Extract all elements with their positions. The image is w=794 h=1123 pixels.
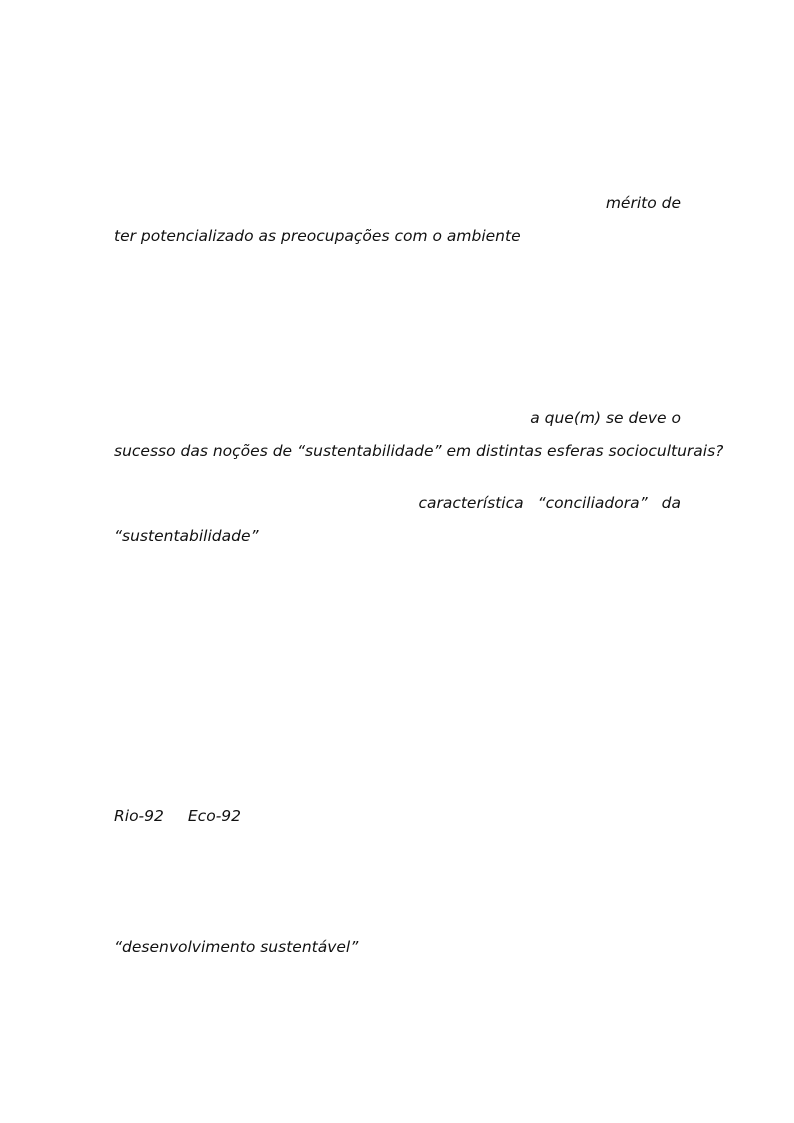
- text-line-caracteristica: [418, 493, 681, 513]
- text-fragment-potencializado: ter potencializado as preocupações com o ambiente: [114, 227, 521, 245]
- text-fragment-a-quem: a que(m) se deve o: [530, 409, 681, 427]
- text-fragment-desenvolvimento: “desenvolvimento sustentável”: [114, 938, 359, 956]
- text-fragment-eco-92: Eco-92: [187, 807, 242, 825]
- text-fragment-conciliadora: “conciliadora”: [537, 494, 648, 512]
- text-fragment-merito: mérito de: [605, 194, 681, 212]
- text-fragment-rio-92: Rio-92: [114, 807, 164, 825]
- text-line-rio-eco: [114, 806, 241, 826]
- text-fragment-caracteristica: característica: [418, 494, 524, 512]
- text-fragment-sustentabilidade: “sustentabilidade”: [114, 527, 259, 545]
- text-fragment-sucesso: sucesso das noções de “sustentabilidade” em distintas esferas socioculturais?: [114, 442, 724, 460]
- text-fragment-da: da: [661, 494, 681, 512]
